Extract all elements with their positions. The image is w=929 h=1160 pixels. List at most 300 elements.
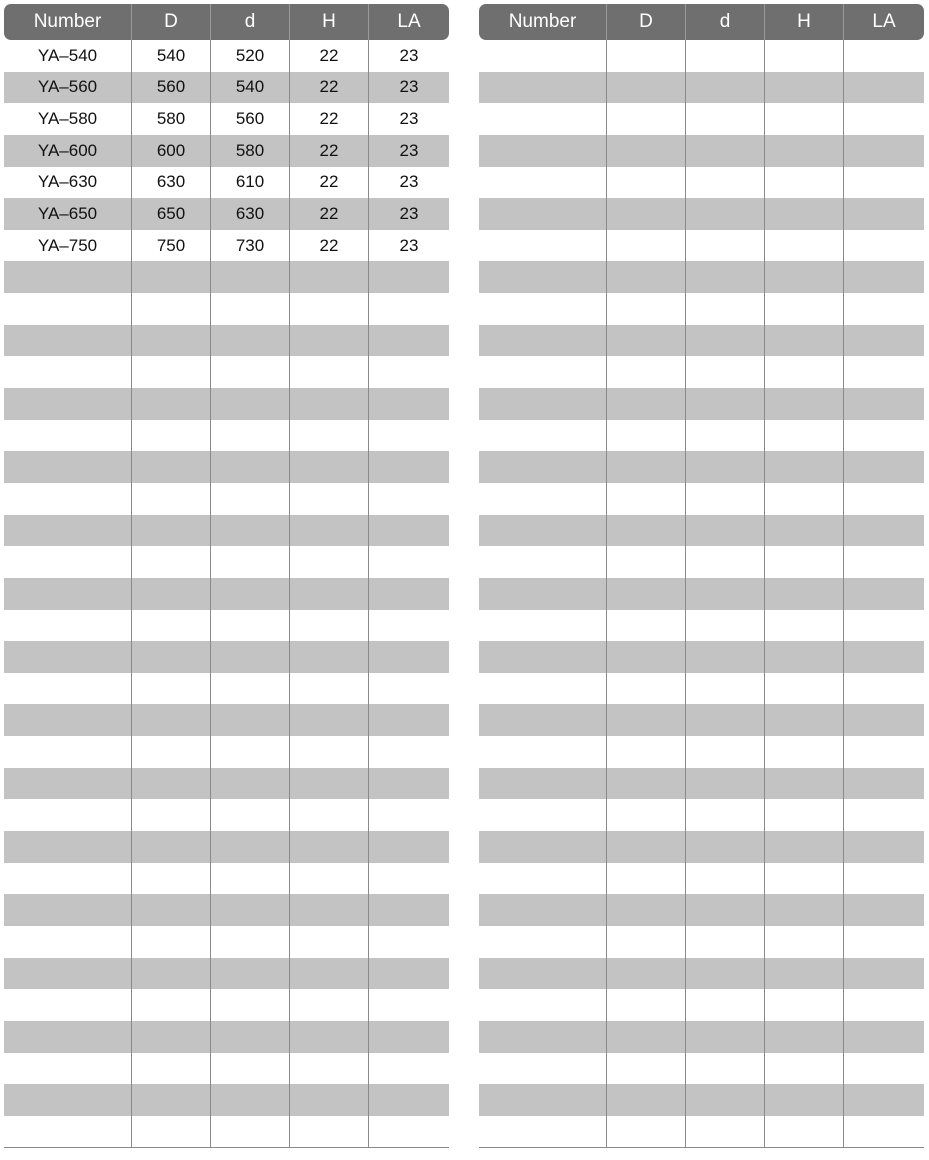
cell-H: [764, 1084, 843, 1116]
cell-D: [606, 515, 685, 547]
cell-H: [764, 483, 843, 515]
cell-number: [4, 704, 131, 736]
cell-number: [479, 641, 606, 673]
cell-H: [764, 1021, 843, 1053]
cell-d: [685, 958, 764, 990]
cell-D: [131, 388, 210, 420]
cell-d: [210, 894, 289, 926]
table-row: [479, 451, 924, 483]
cell-LA: [843, 989, 924, 1021]
cell-H: [764, 894, 843, 926]
cell-d: [210, 356, 289, 388]
cell-number: [4, 1084, 131, 1116]
cell-D: [606, 863, 685, 895]
table-row: [4, 103, 449, 135]
table-row: [479, 230, 924, 262]
cell-d: [685, 831, 764, 863]
table-body: [479, 40, 924, 1148]
cell-D: [131, 736, 210, 768]
table-row: [4, 230, 449, 262]
cell-d: [210, 641, 289, 673]
cell-H: [289, 261, 368, 293]
cell-H: [764, 926, 843, 958]
table-row: [479, 420, 924, 452]
cell-number: [4, 989, 131, 1021]
cell-d: [685, 926, 764, 958]
cell-number: [479, 863, 606, 895]
cell-LA: 23: [368, 40, 449, 72]
cell-LA: [368, 926, 449, 958]
cell-number: [479, 1116, 606, 1148]
cell-D: [606, 768, 685, 800]
cell-H: [289, 736, 368, 768]
cell-H: 22: [289, 230, 368, 262]
table-row: [479, 1116, 924, 1148]
cell-number: [4, 546, 131, 578]
cell-number: [479, 420, 606, 452]
cell-d: [685, 325, 764, 357]
cell-number: [479, 989, 606, 1021]
cell-D: [131, 515, 210, 547]
table-row: [4, 325, 449, 357]
cell-number: [479, 958, 606, 990]
cell-LA: 23: [368, 230, 449, 262]
cell-number: [4, 1116, 131, 1148]
table-row: [479, 894, 924, 926]
cell-LA: [843, 1021, 924, 1053]
cell-LA: [368, 610, 449, 642]
table-row: [4, 293, 449, 325]
cell-number: [4, 578, 131, 610]
cell-number: [4, 863, 131, 895]
cell-d: [210, 420, 289, 452]
cell-number: [4, 261, 131, 293]
cell-D: [606, 578, 685, 610]
cell-D: [131, 894, 210, 926]
cell-LA: [368, 420, 449, 452]
cell-number: YA–650: [37, 204, 98, 224]
cell-D: [606, 40, 685, 72]
cell-H: [289, 483, 368, 515]
cell-D: [606, 641, 685, 673]
cell-d: [210, 768, 289, 800]
cell-d: [210, 926, 289, 958]
cell-number: [479, 325, 606, 357]
cell-d: 540: [210, 72, 289, 104]
cell-D: [606, 72, 685, 104]
cell-H: 22: [289, 167, 368, 199]
cell-H: [289, 1053, 368, 1085]
cell-LA: [368, 388, 449, 420]
cell-LA: [843, 958, 924, 990]
table-row: [4, 451, 449, 483]
cell-number: [479, 578, 606, 610]
cell-LA: [843, 799, 924, 831]
cell-LA: [368, 1021, 449, 1053]
cell-H: [764, 768, 843, 800]
cell-number: YA–580: [37, 109, 98, 129]
cell-LA: [368, 958, 449, 990]
table-row: [4, 167, 449, 199]
cell-D: [131, 1021, 210, 1053]
cell-H: [764, 420, 843, 452]
cell-number: [479, 831, 606, 863]
cell-LA: [843, 515, 924, 547]
cell-D: [131, 704, 210, 736]
cell-d: [210, 831, 289, 863]
cell-D: 650: [131, 198, 210, 230]
table-row: [4, 673, 449, 705]
cell-d: [210, 388, 289, 420]
cell-H: [289, 863, 368, 895]
cell-H: [289, 894, 368, 926]
cell-LA: [368, 736, 449, 768]
table-row: [479, 293, 924, 325]
table-row: [4, 1053, 449, 1085]
cell-LA: [843, 863, 924, 895]
cell-d: 580: [210, 135, 289, 167]
cell-number: [479, 546, 606, 578]
cell-H: [289, 420, 368, 452]
cell-D: [606, 673, 685, 705]
cell-number: [479, 736, 606, 768]
cell-number: [479, 167, 606, 199]
cell-d: [210, 325, 289, 357]
cell-LA: [843, 736, 924, 768]
cell-D: [606, 1116, 685, 1148]
cell-d: [685, 198, 764, 230]
cell-LA: 23: [368, 72, 449, 104]
cell-d: [210, 451, 289, 483]
cell-d: [685, 673, 764, 705]
cell-LA: 23: [368, 167, 449, 199]
cell-number: [479, 356, 606, 388]
cell-number: [4, 831, 131, 863]
cell-number: [4, 293, 131, 325]
cell-d: [685, 72, 764, 104]
cell-LA: [368, 293, 449, 325]
cell-number: [4, 451, 131, 483]
cell-D: 630: [131, 167, 210, 199]
cell-d: [210, 1116, 289, 1148]
cell-LA: [843, 1084, 924, 1116]
table-row: [479, 546, 924, 578]
cell-number: [479, 1053, 606, 1085]
cell-LA: [368, 673, 449, 705]
cell-LA: [843, 704, 924, 736]
cell-H: [289, 673, 368, 705]
cell-H: [289, 704, 368, 736]
table-row: [4, 989, 449, 1021]
cell-LA: [368, 546, 449, 578]
table-row: [479, 610, 924, 642]
table-header: [479, 4, 924, 40]
cell-D: [606, 546, 685, 578]
cell-D: [131, 989, 210, 1021]
cell-H: [764, 515, 843, 547]
table-row: [479, 356, 924, 388]
cell-number: [479, 515, 606, 547]
cell-LA: [843, 451, 924, 483]
cell-number: [479, 103, 606, 135]
cell-number: [479, 926, 606, 958]
cell-H: [289, 641, 368, 673]
cell-d: 560: [210, 103, 289, 135]
cell-H: [289, 1084, 368, 1116]
cell-D: [606, 799, 685, 831]
cell-LA: [843, 40, 924, 72]
cell-d: [210, 1053, 289, 1085]
cell-d: [210, 736, 289, 768]
cell-D: [131, 578, 210, 610]
cell-H: [289, 799, 368, 831]
cell-H: [764, 673, 843, 705]
cell-H: [289, 451, 368, 483]
cell-d: [685, 420, 764, 452]
table-row: [479, 799, 924, 831]
cell-d: [685, 356, 764, 388]
table-row: [479, 388, 924, 420]
cell-d: 730: [210, 230, 289, 262]
cell-d: [210, 704, 289, 736]
cell-d: [685, 135, 764, 167]
table-row: [4, 515, 449, 547]
cell-D: [606, 420, 685, 452]
cell-LA: [843, 325, 924, 357]
cell-H: [289, 578, 368, 610]
table-row: [4, 546, 449, 578]
column-header-D: D: [606, 4, 685, 40]
cell-number: [4, 1021, 131, 1053]
cell-D: [131, 1116, 210, 1148]
cell-H: [289, 388, 368, 420]
cell-LA: [843, 293, 924, 325]
cell-number: [479, 40, 606, 72]
cell-D: [131, 420, 210, 452]
cell-D: [131, 546, 210, 578]
cell-LA: [843, 198, 924, 230]
cell-LA: [843, 546, 924, 578]
cell-LA: 23: [368, 135, 449, 167]
cell-number: [4, 420, 131, 452]
cell-d: [685, 515, 764, 547]
cell-H: [764, 1116, 843, 1148]
table-row: [479, 40, 924, 72]
table-row: [479, 831, 924, 863]
cell-number: YA–560: [37, 77, 98, 97]
cell-d: [685, 103, 764, 135]
cell-H: [289, 515, 368, 547]
table-row: [479, 1084, 924, 1116]
cell-D: [606, 894, 685, 926]
cell-number: [479, 198, 606, 230]
cell-LA: [368, 989, 449, 1021]
table-row: [479, 515, 924, 547]
cell-D: [131, 483, 210, 515]
cell-D: [606, 325, 685, 357]
cell-number: [479, 673, 606, 705]
cell-H: [764, 704, 843, 736]
cell-d: [685, 1021, 764, 1053]
cell-LA: [843, 388, 924, 420]
cell-d: [210, 863, 289, 895]
cell-H: [764, 40, 843, 72]
cell-d: [685, 578, 764, 610]
table-row: [4, 704, 449, 736]
cell-d: [210, 1084, 289, 1116]
cell-H: [764, 578, 843, 610]
cell-d: [685, 641, 764, 673]
cell-number: [479, 483, 606, 515]
cell-number: [4, 610, 131, 642]
cell-LA: [843, 261, 924, 293]
cell-D: 540: [131, 40, 210, 72]
table-row: [479, 863, 924, 895]
cell-D: [131, 1084, 210, 1116]
cell-H: [289, 989, 368, 1021]
column-header-number: Number: [508, 11, 577, 32]
cell-number: [4, 958, 131, 990]
cell-H: [764, 610, 843, 642]
cell-LA: [843, 831, 924, 863]
cell-number: [479, 230, 606, 262]
cell-D: 580: [131, 103, 210, 135]
table-row: [479, 135, 924, 167]
cell-D: [606, 167, 685, 199]
table-row: [4, 926, 449, 958]
cell-LA: [843, 768, 924, 800]
table-row: [4, 736, 449, 768]
cell-LA: [843, 641, 924, 673]
cell-D: [131, 610, 210, 642]
cell-LA: [843, 72, 924, 104]
table-header: [4, 4, 449, 40]
cell-LA: [368, 1084, 449, 1116]
cell-LA: [843, 673, 924, 705]
column-header-LA: LA: [368, 4, 449, 40]
cell-number: [479, 768, 606, 800]
cell-d: [685, 894, 764, 926]
cell-LA: [843, 894, 924, 926]
cell-LA: [843, 420, 924, 452]
cell-d: [685, 230, 764, 262]
cell-d: [685, 40, 764, 72]
table-row: [479, 958, 924, 990]
table-row: [4, 356, 449, 388]
cell-H: [764, 293, 843, 325]
table-row: [479, 926, 924, 958]
column-header-d: d: [210, 4, 289, 40]
cell-d: [685, 546, 764, 578]
cell-H: [764, 831, 843, 863]
table-row: [4, 261, 449, 293]
cell-D: [131, 451, 210, 483]
cell-H: [764, 958, 843, 990]
cell-H: [289, 293, 368, 325]
cell-H: [764, 356, 843, 388]
cell-H: [289, 831, 368, 863]
table-row: [479, 768, 924, 800]
cell-number: [479, 293, 606, 325]
cell-D: 750: [131, 230, 210, 262]
cell-LA: [843, 103, 924, 135]
cell-LA: [843, 356, 924, 388]
cell-H: 22: [289, 72, 368, 104]
table-row: [479, 72, 924, 104]
table-row: [4, 198, 449, 230]
table-row: [479, 103, 924, 135]
table-row: [4, 610, 449, 642]
cell-D: [131, 863, 210, 895]
cell-d: [685, 863, 764, 895]
cell-LA: [843, 1053, 924, 1085]
table-row: [4, 388, 449, 420]
cell-LA: [368, 799, 449, 831]
cell-D: [131, 356, 210, 388]
cell-H: [764, 230, 843, 262]
cell-d: [685, 1084, 764, 1116]
cell-H: [764, 736, 843, 768]
cell-d: [685, 167, 764, 199]
table-row: [4, 72, 449, 104]
cell-H: [289, 610, 368, 642]
cell-d: [685, 989, 764, 1021]
cell-d: [685, 1116, 764, 1148]
cell-d: [685, 1053, 764, 1085]
cell-D: [131, 261, 210, 293]
cell-LA: [843, 230, 924, 262]
cell-LA: [368, 515, 449, 547]
table-row: [479, 673, 924, 705]
cell-H: 22: [289, 103, 368, 135]
cell-number: [4, 325, 131, 357]
cell-H: [764, 989, 843, 1021]
table-row: [479, 704, 924, 736]
table-row: [4, 135, 449, 167]
cell-D: [606, 736, 685, 768]
cell-H: [289, 546, 368, 578]
cell-D: [606, 356, 685, 388]
cell-H: [764, 261, 843, 293]
cell-d: 630: [210, 198, 289, 230]
cell-H: [289, 958, 368, 990]
cell-number: [4, 483, 131, 515]
cell-number: [479, 1021, 606, 1053]
table-row: [4, 831, 449, 863]
cell-LA: [368, 578, 449, 610]
cell-D: [606, 926, 685, 958]
cell-number: YA–630: [37, 172, 98, 192]
cell-D: [606, 958, 685, 990]
cell-H: [764, 135, 843, 167]
column-header-d: d: [685, 4, 764, 40]
table-row: [479, 1021, 924, 1053]
cell-LA: [368, 831, 449, 863]
column-header-number: Number: [33, 11, 102, 32]
table-row: [479, 167, 924, 199]
cell-d: [210, 989, 289, 1021]
cell-D: [606, 1084, 685, 1116]
cell-LA: [368, 1116, 449, 1148]
cell-d: 610: [210, 167, 289, 199]
table-row: [4, 1116, 449, 1148]
cell-D: [131, 926, 210, 958]
cell-number: [4, 388, 131, 420]
cell-D: [606, 610, 685, 642]
cell-H: [764, 388, 843, 420]
cell-d: [685, 736, 764, 768]
column-header-H: H: [764, 4, 843, 40]
